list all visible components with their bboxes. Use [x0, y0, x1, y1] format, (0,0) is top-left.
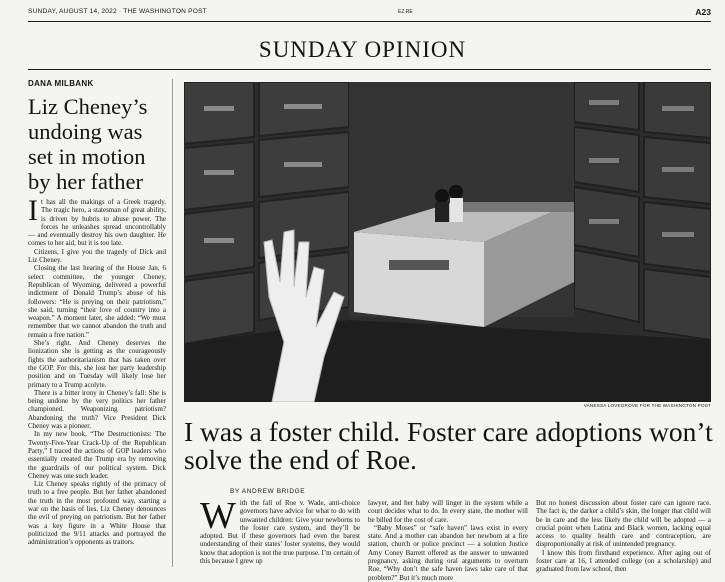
left-paragraph: There is a bitter irony in Cheney’s fall: She is being undone by the very politics her father championed. Weaponizing patriotism? Abandoning the truth? Vice President Dick Cheney was a pioneer. [28, 388, 166, 431]
left-article-body [28, 194, 166, 547]
illustration [184, 82, 711, 402]
main-byline: BY ANDREW BRIDGE [230, 488, 306, 495]
left-author: DANA MILBANK [28, 79, 94, 88]
left-dropcap: I [28, 194, 38, 227]
section-rule [28, 69, 711, 70]
main-paragraph: I know this from firsthand experience. After aging out of foster care at 16, I attended college (on a scholarship) and graduated from law school, then [536, 548, 711, 574]
photo-credit: VANESSA LOVEGROVE FOR THE WASHINGTON POST [583, 403, 711, 408]
filing-cabinet-illustration [184, 82, 711, 402]
main-dropcap: W [200, 495, 236, 537]
page-number: A23 [695, 7, 711, 17]
left-headline: Liz Cheney’s undoing was set in motion by her father [28, 94, 148, 194]
main-paragraph: But no honest discussion about foster care can ignore race. The fact is, the darker a child’s skin, the longer that child will be in care and the less likely the child will be adopted — a crucial point when Latina and Black women, lacking equal access to quality health care and contraception, are disproportionally at risk of unintended pregnancy. [536, 499, 711, 549]
column-divider [172, 79, 173, 567]
left-paragraph: She’s right. And Cheney deserves the lionization she is getting as the courageously fights the authoritarianism that has taken over the GOP. For this, she lost her party leadership position and on Tuesday will likely lose her primary to a Trump acolyte. [28, 339, 166, 389]
main-headline: I was a foster child. Foster care adoptions won’t solve the end of Roe. [184, 416, 713, 475]
left-paragraph: Liz Cheney speaks rightly of the primacy of truth to a free people. But her father abandoned the truth in the most profound way, starting a war on the basis of lies. Liz Cheney denounces the evil of preying on patriotism. But her father was a key figure in a White House that politicized the 9/11 attacks and portrayed the administration’s opponents as traitors. [28, 480, 166, 547]
left-paragraph: In my new book, “The Destructionists: The Twenty-Five-Year Crack-Up of the Republican Party,” I traced the actions of GOP leaders who essentially created the Trump era by removing the guardrails of our political system. Dick Cheney was one such leader. [28, 430, 166, 480]
top-rule [28, 21, 711, 22]
main-paragraph: “Baby Moses” or “safe haven” laws exist in every state. And a mother can abandon her newborn at a fire station, church or police precinct — a solution Justice Amy Coney Barrett offered as the answer to unwanted pregnancy, asking during oral arguments to overturn Roe, “Why don’t the safe haven laws take care of that problem?” But it’s much more [368, 523, 528, 582]
left-paragraph: Closing the last hearing of the House Jan. 6 select committee, the younger Cheney, Republican of Wyoming, delivered a powerful indictment of Donald Trump’s abuse of his followers: “He is preying on their patriotism,” she said, turning “their love of country into a weapon.” A moment later, she added: “We must remember that we cannot abandon the truth and remain a free nation.” [28, 264, 166, 339]
page-folio: SUNDAY, AUGUST 14, 2022 · THE WASHINGTON POST [28, 8, 207, 15]
left-paragraph: It has all the makings of a Greek tragedy. The tragic hero, a statesman of great ability, is driven by hubris to abuse power. The forces he unleashes spread uncontrollably — and eventually destroy his own daughter. He comes to her aid, but it is too late. [28, 194, 166, 248]
main-column-2 [368, 499, 528, 582]
main-paragraph: lawyer, and her baby will linger in the system while a court decides what to do. In every state, the mother will be billed for the cost of care. [368, 499, 528, 524]
main-column-3 [536, 499, 711, 574]
registration-marks: EZ RE [398, 9, 413, 15]
section-title: SUNDAY OPINION [258, 37, 467, 62]
main-paragraph: With the fall of Roe v. Wade, anti-choice governors have advice for what to do with unwanted children: Give your newborns to the foster care system, and they’ll be adopted. But if these governors had even the barest understanding of their states’ foster systems, they would know that adoption is not the true purpose. I’m certain of this because I grew up [200, 495, 360, 566]
left-paragraph: Citizens, I give you the tragedy of Dick and Liz Cheney. [28, 247, 166, 265]
main-column-1 [200, 495, 360, 566]
